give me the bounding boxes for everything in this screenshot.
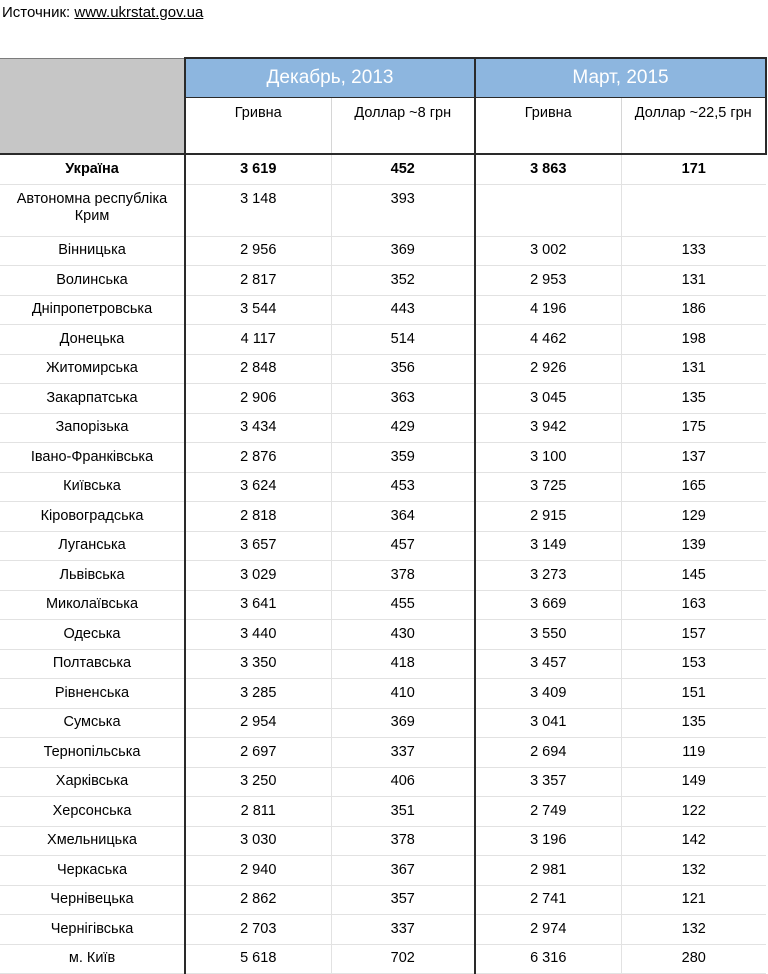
value-cell-dec-uah: 2 906 bbox=[185, 384, 331, 414]
value-cell-mar-uah: 3 002 bbox=[475, 236, 621, 266]
value-cell-dec-usd: 337 bbox=[331, 915, 475, 945]
value-cell-mar-usd: 119 bbox=[621, 738, 766, 768]
source-link[interactable]: www.ukrstat.gov.ua bbox=[74, 4, 204, 21]
value-cell-dec-uah: 2 817 bbox=[185, 266, 331, 296]
value-cell-dec-usd: 457 bbox=[331, 531, 475, 561]
table-row bbox=[0, 856, 766, 886]
value-cell-mar-usd: 135 bbox=[621, 384, 766, 414]
value-cell-dec-uah: 3 029 bbox=[185, 561, 331, 591]
region-name-cell: Донецька bbox=[0, 325, 185, 355]
value-cell-mar-usd: 137 bbox=[621, 443, 766, 473]
table-row bbox=[0, 472, 766, 502]
value-cell-dec-usd: 406 bbox=[331, 767, 475, 797]
value-cell-mar-usd: 145 bbox=[621, 561, 766, 591]
value-cell-dec-uah: 2 954 bbox=[185, 708, 331, 738]
value-cell-dec-usd: 378 bbox=[331, 561, 475, 591]
table-row bbox=[0, 767, 766, 797]
value-cell-mar-usd: 135 bbox=[621, 708, 766, 738]
value-cell-mar-usd: 132 bbox=[621, 856, 766, 886]
region-name-cell: Тернопільська bbox=[0, 738, 185, 768]
value-cell-dec-usd: 418 bbox=[331, 649, 475, 679]
value-cell-dec-uah: 2 862 bbox=[185, 885, 331, 915]
value-cell-mar-uah: 2 926 bbox=[475, 354, 621, 384]
value-cell-mar-usd: 121 bbox=[621, 885, 766, 915]
value-cell-dec-usd: 363 bbox=[331, 384, 475, 414]
col-header-mar-uah: Гривна bbox=[475, 98, 621, 155]
value-cell-mar-usd: 163 bbox=[621, 590, 766, 620]
value-cell-mar-uah: 2 749 bbox=[475, 797, 621, 827]
value-cell-mar-usd: 131 bbox=[621, 266, 766, 296]
value-cell-mar-usd: 175 bbox=[621, 413, 766, 443]
value-cell-dec-uah: 2 697 bbox=[185, 738, 331, 768]
table-row bbox=[0, 531, 766, 561]
region-name-cell: Автономна республіка Крим bbox=[0, 184, 185, 236]
region-name-cell: Івано-Франківська bbox=[0, 443, 185, 473]
value-cell-dec-uah: 3 350 bbox=[185, 649, 331, 679]
table-row bbox=[0, 915, 766, 945]
region-name-cell: Київська bbox=[0, 472, 185, 502]
value-cell-dec-usd: 429 bbox=[331, 413, 475, 443]
region-name-cell: Сумська bbox=[0, 708, 185, 738]
value-cell-dec-uah: 2 876 bbox=[185, 443, 331, 473]
col-header-dec-uah: Гривна bbox=[185, 98, 331, 155]
value-cell-mar-uah: 2 953 bbox=[475, 266, 621, 296]
region-name-cell: Черкаська bbox=[0, 856, 185, 886]
value-cell-mar-uah: 3 100 bbox=[475, 443, 621, 473]
value-cell-mar-uah: 2 974 bbox=[475, 915, 621, 945]
region-name-cell: Дніпропетровська bbox=[0, 295, 185, 325]
value-cell-dec-usd: 359 bbox=[331, 443, 475, 473]
value-cell-dec-uah: 3 285 bbox=[185, 679, 331, 709]
region-name-cell: Херсонська bbox=[0, 797, 185, 827]
value-cell-mar-uah: 4 462 bbox=[475, 325, 621, 355]
region-name-cell: Чернігівська bbox=[0, 915, 185, 945]
region-name-cell: Вінницька bbox=[0, 236, 185, 266]
region-name-cell: Кіровоградська bbox=[0, 502, 185, 532]
value-cell-dec-uah: 2 956 bbox=[185, 236, 331, 266]
value-cell-dec-uah: 3 434 bbox=[185, 413, 331, 443]
value-cell-mar-uah: 3 409 bbox=[475, 679, 621, 709]
region-name-cell: Хмельницька bbox=[0, 826, 185, 856]
source-label: Источник: bbox=[2, 4, 71, 21]
table-row bbox=[0, 679, 766, 709]
salary-table bbox=[0, 57, 767, 974]
value-cell-dec-uah: 4 117 bbox=[185, 325, 331, 355]
table-row bbox=[0, 944, 766, 974]
value-cell-dec-uah: 3 030 bbox=[185, 826, 331, 856]
value-cell-dec-usd: 369 bbox=[331, 236, 475, 266]
value-cell-dec-usd: 378 bbox=[331, 826, 475, 856]
table-row bbox=[0, 443, 766, 473]
region-name-cell: Житомирська bbox=[0, 354, 185, 384]
region-name-cell: Закарпатська bbox=[0, 384, 185, 414]
region-name-cell: Запорізька bbox=[0, 413, 185, 443]
region-name-cell: Миколаївська bbox=[0, 590, 185, 620]
table-row bbox=[0, 620, 766, 650]
table-row bbox=[0, 384, 766, 414]
value-cell-mar-uah bbox=[475, 184, 621, 236]
value-cell-mar-uah: 3 041 bbox=[475, 708, 621, 738]
value-cell-mar-uah: 3 273 bbox=[475, 561, 621, 591]
value-cell-dec-usd: 452 bbox=[331, 154, 475, 184]
table-row bbox=[0, 502, 766, 532]
region-name-cell: Полтавська bbox=[0, 649, 185, 679]
value-cell-mar-usd: 153 bbox=[621, 649, 766, 679]
value-cell-mar-usd: 198 bbox=[621, 325, 766, 355]
value-cell-mar-uah: 4 196 bbox=[475, 295, 621, 325]
source-line bbox=[2, 4, 203, 22]
value-cell-dec-usd: 351 bbox=[331, 797, 475, 827]
region-name-cell: Рівненська bbox=[0, 679, 185, 709]
value-cell-mar-uah: 3 357 bbox=[475, 767, 621, 797]
value-cell-dec-uah: 5 618 bbox=[185, 944, 331, 974]
value-cell-mar-uah: 3 942 bbox=[475, 413, 621, 443]
value-cell-mar-uah: 6 316 bbox=[475, 944, 621, 974]
table-row bbox=[0, 236, 766, 266]
value-cell-dec-usd: 364 bbox=[331, 502, 475, 532]
table-row bbox=[0, 797, 766, 827]
value-cell-mar-uah: 3 863 bbox=[475, 154, 621, 184]
value-cell-mar-usd: 122 bbox=[621, 797, 766, 827]
value-cell-mar-uah: 2 694 bbox=[475, 738, 621, 768]
value-cell-dec-usd: 702 bbox=[331, 944, 475, 974]
value-cell-dec-uah: 3 250 bbox=[185, 767, 331, 797]
value-cell-dec-usd: 369 bbox=[331, 708, 475, 738]
value-cell-dec-uah: 2 848 bbox=[185, 354, 331, 384]
value-cell-mar-usd: 139 bbox=[621, 531, 766, 561]
col-header-dec-usd: Доллар ~8 грн bbox=[331, 98, 475, 155]
region-name-cell: Львівська bbox=[0, 561, 185, 591]
value-cell-mar-uah: 3 045 bbox=[475, 384, 621, 414]
table-row bbox=[0, 184, 766, 236]
value-cell-dec-uah: 2 818 bbox=[185, 502, 331, 532]
table-row bbox=[0, 354, 766, 384]
value-cell-dec-usd: 443 bbox=[331, 295, 475, 325]
value-cell-mar-uah: 3 457 bbox=[475, 649, 621, 679]
value-cell-dec-uah: 3 624 bbox=[185, 472, 331, 502]
value-cell-dec-uah: 2 940 bbox=[185, 856, 331, 886]
region-name-cell: Волинська bbox=[0, 266, 185, 296]
value-cell-mar-uah: 3 149 bbox=[475, 531, 621, 561]
value-cell-dec-uah: 3 148 bbox=[185, 184, 331, 236]
period-header-mar-2015: Март, 2015 bbox=[475, 58, 766, 98]
table-row bbox=[0, 826, 766, 856]
value-cell-mar-usd: 171 bbox=[621, 154, 766, 184]
region-name-cell: Харківська bbox=[0, 767, 185, 797]
region-name-cell: Луганська bbox=[0, 531, 185, 561]
value-cell-mar-uah: 2 915 bbox=[475, 502, 621, 532]
value-cell-mar-uah: 3 669 bbox=[475, 590, 621, 620]
value-cell-mar-usd: 165 bbox=[621, 472, 766, 502]
value-cell-mar-usd: 129 bbox=[621, 502, 766, 532]
value-cell-mar-usd: 142 bbox=[621, 826, 766, 856]
table-row bbox=[0, 295, 766, 325]
value-cell-mar-usd: 132 bbox=[621, 915, 766, 945]
table-row bbox=[0, 885, 766, 915]
value-cell-dec-usd: 514 bbox=[331, 325, 475, 355]
value-cell-mar-uah: 2 981 bbox=[475, 856, 621, 886]
value-cell-mar-usd bbox=[621, 184, 766, 236]
region-name-cell: Одеська bbox=[0, 620, 185, 650]
table-body bbox=[0, 154, 766, 974]
value-cell-mar-uah: 2 741 bbox=[475, 885, 621, 915]
region-name-cell: Україна bbox=[0, 154, 185, 184]
value-cell-dec-usd: 352 bbox=[331, 266, 475, 296]
value-cell-mar-usd: 186 bbox=[621, 295, 766, 325]
value-cell-mar-usd: 149 bbox=[621, 767, 766, 797]
value-cell-dec-uah: 3 657 bbox=[185, 531, 331, 561]
table-row bbox=[0, 649, 766, 679]
value-cell-mar-usd: 133 bbox=[621, 236, 766, 266]
col-header-mar-usd: Доллар ~22,5 грн bbox=[621, 98, 766, 155]
value-cell-dec-uah: 3 544 bbox=[185, 295, 331, 325]
table-row bbox=[0, 325, 766, 355]
table-row bbox=[0, 738, 766, 768]
table-row bbox=[0, 154, 766, 184]
value-cell-dec-uah: 2 811 bbox=[185, 797, 331, 827]
value-cell-mar-uah: 3 550 bbox=[475, 620, 621, 650]
value-cell-mar-usd: 131 bbox=[621, 354, 766, 384]
value-cell-dec-uah: 2 703 bbox=[185, 915, 331, 945]
value-cell-dec-usd: 453 bbox=[331, 472, 475, 502]
region-name-cell: Чернівецька bbox=[0, 885, 185, 915]
table-row bbox=[0, 266, 766, 296]
value-cell-mar-usd: 157 bbox=[621, 620, 766, 650]
value-cell-mar-usd: 280 bbox=[621, 944, 766, 974]
value-cell-dec-usd: 455 bbox=[331, 590, 475, 620]
value-cell-dec-usd: 356 bbox=[331, 354, 475, 384]
table-row bbox=[0, 590, 766, 620]
value-cell-dec-uah: 3 641 bbox=[185, 590, 331, 620]
period-header-dec-2013: Декабрь, 2013 bbox=[185, 58, 475, 98]
corner-cell-bottom bbox=[0, 98, 185, 155]
value-cell-dec-uah: 3 440 bbox=[185, 620, 331, 650]
value-cell-dec-uah: 3 619 bbox=[185, 154, 331, 184]
value-cell-dec-usd: 393 bbox=[331, 184, 475, 236]
value-cell-mar-uah: 3 196 bbox=[475, 826, 621, 856]
value-cell-dec-usd: 410 bbox=[331, 679, 475, 709]
table-row bbox=[0, 561, 766, 591]
value-cell-dec-usd: 357 bbox=[331, 885, 475, 915]
corner-cell bbox=[0, 58, 185, 98]
value-cell-dec-usd: 337 bbox=[331, 738, 475, 768]
value-cell-dec-usd: 367 bbox=[331, 856, 475, 886]
value-cell-mar-uah: 3 725 bbox=[475, 472, 621, 502]
value-cell-mar-usd: 151 bbox=[621, 679, 766, 709]
region-name-cell: м. Київ bbox=[0, 944, 185, 974]
table-row bbox=[0, 708, 766, 738]
table-row bbox=[0, 413, 766, 443]
value-cell-dec-usd: 430 bbox=[331, 620, 475, 650]
